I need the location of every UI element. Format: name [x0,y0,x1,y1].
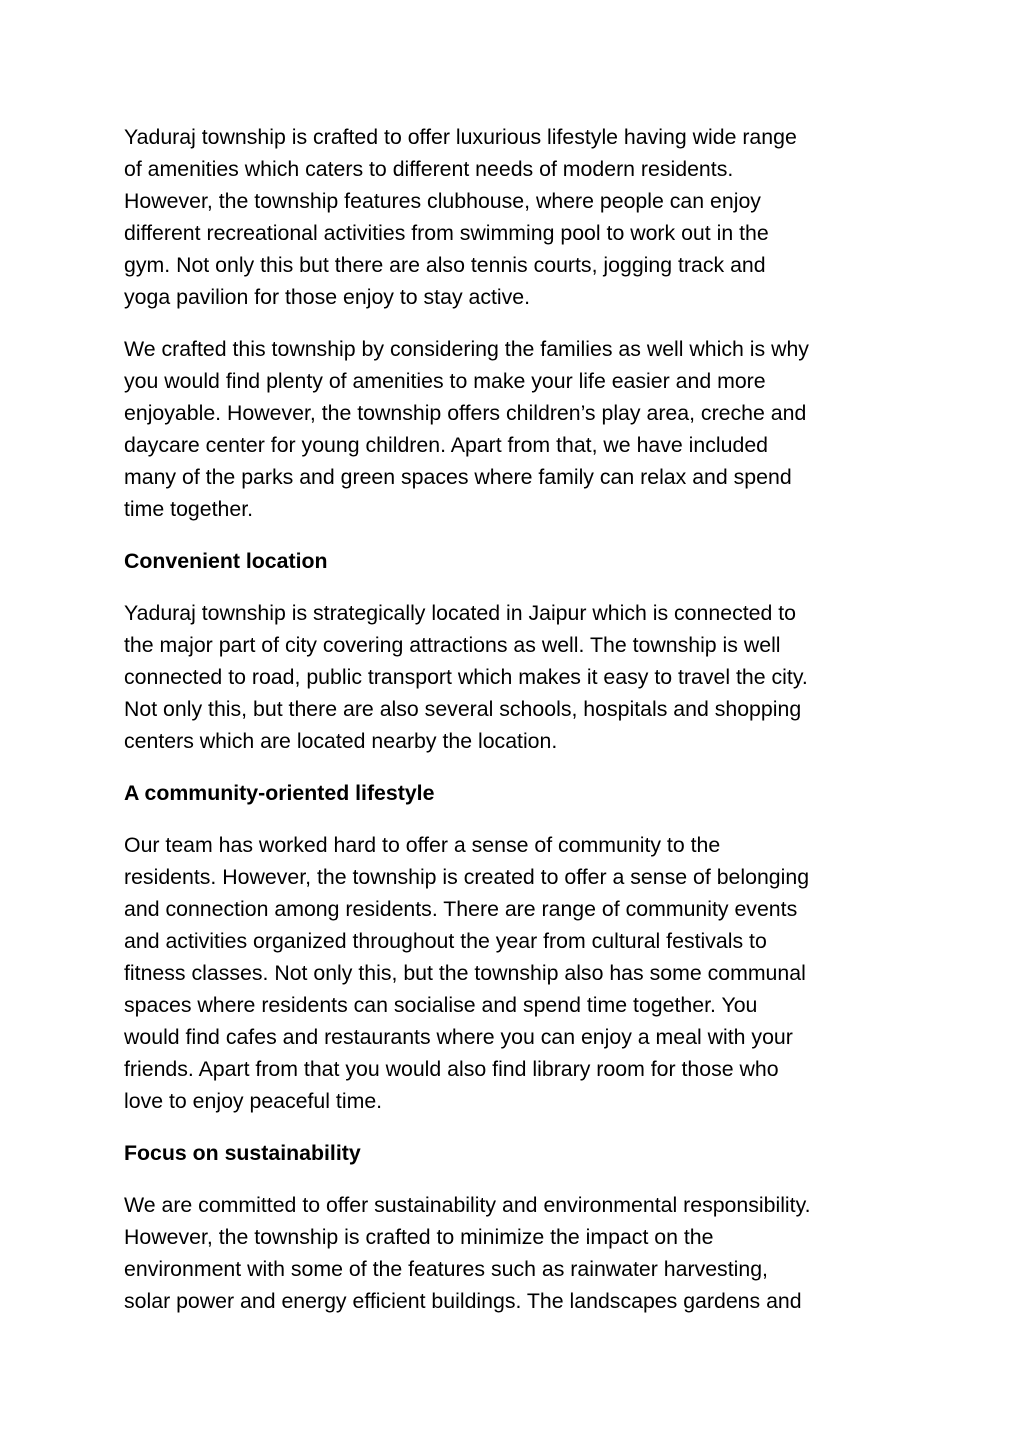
document-body [124,121,906,1337]
location-heading: Convenient location [124,549,328,573]
family-paragraph: We crafted this township by considering the families as well which is why you would find plenty of amenities to make your life easier and more enjoyable. However, the township offers children’s play area, creche and daycare center for young children. Apart from that, we have included many of the parks and green spaces where family can relax and spend time together. [124,337,809,521]
community-heading: A community-oriented lifestyle [124,781,435,805]
intro-paragraph: Yaduraj township is crafted to offer luxurious lifestyle having wide range of amenities which caters to different needs of modern residents. However, the township features clubhouse, where people can enjoy different recreational activities from swimming pool to work out in the gym. Not only this but there are also tennis courts, jogging track and yoga pavilion for those enjoy to stay active. [124,125,797,309]
sustainability-paragraph: We are committed to offer sustainability and environmental responsibility. However, the township is crafted to minimize the impact on the environment with some of the features such as rainwater harvesting, solar power and energy efficient buildings. The landscapes gardens and [124,1193,811,1313]
community-paragraph: Our team has worked hard to offer a sense of community to the residents. However, the township is created to offer a sense of belonging and connection among residents. There are range of community events and activities organized throughout the year from cultural festivals to fitness classes. Not only this, but the township also has some communal spaces where residents can socialise and spend time together. You would find cafes and restaurants where you can enjoy a meal with your friends. Apart from that you would also find library room for those who love to enjoy peaceful time. [124,833,810,1113]
location-paragraph: Yaduraj township is strategically located in Jaipur which is connected to the major part of city covering attractions as well. The township is well connected to road, public transport which makes it easy to travel the city. Not only this, but there are also several schools, hospitals and shopping centers which are located nearby the location. [124,601,808,753]
sustainability-heading: Focus on sustainability [124,1141,361,1165]
